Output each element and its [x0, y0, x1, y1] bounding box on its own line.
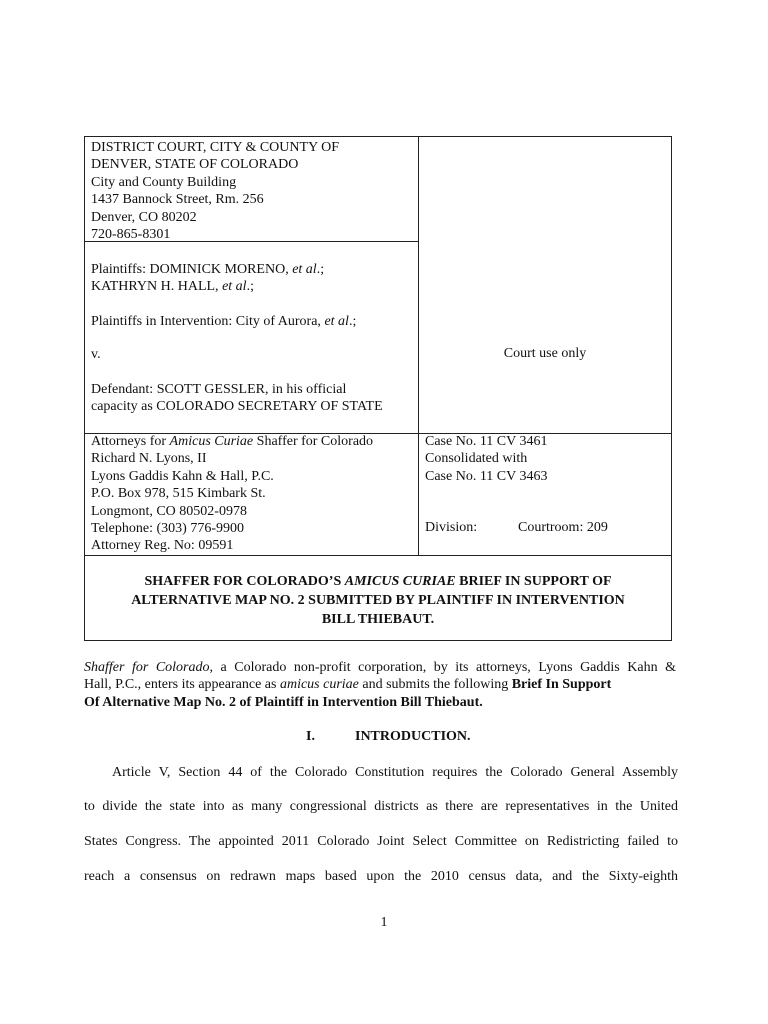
case-line: Consolidated with	[425, 451, 528, 467]
plaintiffs-line	[91, 261, 324, 278]
caption-table	[84, 136, 672, 641]
title-text: SHAFFER FOR COLORADO’S	[144, 574, 345, 589]
court-info	[91, 139, 339, 243]
attorney-line: Lyons Gaddis Kahn & Hall, P.C.	[91, 468, 274, 484]
court-line: DISTRICT COURT, CITY & COUNTY OF	[91, 140, 340, 155]
versus-text: v.	[91, 347, 101, 362]
opening-paragraph	[84, 659, 676, 711]
defendant-line: Defendant: SCOTT GESSLER, in his official	[91, 382, 347, 397]
intervention-text: Plaintiffs in Intervention: City of Aurora,	[91, 314, 325, 329]
division-label: Division:	[425, 520, 478, 535]
plaintiffs-line-2	[91, 278, 324, 295]
brief-bold: Of Alternative Map No. 2 of Plaintiff in Intervention Bill Thiebaut.	[84, 694, 483, 710]
et-al: et al	[222, 279, 247, 295]
attorney-line: Attorney Reg. No: 09591	[91, 538, 234, 554]
attorney-line: Longmont, CO 80502-0978	[91, 503, 247, 519]
opening-text: , a Colorado non-profit corporation, by its attorneys, Lyons Gaddis Kahn &	[209, 660, 676, 675]
defendant	[91, 381, 383, 416]
opening-text: and submits the following	[358, 677, 512, 693]
court-use-only: Court use only	[503, 346, 587, 361]
attorneys-for-line	[91, 433, 373, 450]
opening-text: Hall, P.C., enters its appearance as	[84, 677, 280, 693]
opening-line-2	[84, 676, 676, 693]
case-line: Case No. 11 CV 3463	[425, 468, 548, 484]
title-line-3: BILL THIEBAUT.	[321, 612, 435, 627]
title-line-1	[85, 572, 671, 591]
court-line: City and County Building	[91, 174, 237, 190]
attorney-line: Telephone: (303) 776-9900	[91, 521, 244, 537]
attorneys-text: Attorneys for	[91, 434, 170, 449]
shaffer-name: Shaffer for Colorado	[84, 660, 210, 675]
attorney-line: P.O. Box 978, 515 Kimbark St.	[91, 486, 266, 502]
body-line: Article V, Section 44 of the Colorado Constitution requires the Colorado General Assembly	[112, 765, 678, 780]
attorneys-block	[91, 433, 373, 555]
attorneys-text: Shaffer for Colorado	[253, 434, 374, 449]
amicus-curiae: Amicus Curiae	[169, 434, 254, 449]
intervention-line	[91, 313, 356, 330]
courtroom: Courtroom: 209	[518, 520, 608, 535]
punct: .;	[246, 279, 254, 295]
opening-line-1	[84, 659, 676, 676]
court-line: Denver, CO 80202	[91, 209, 197, 225]
defendant-line: capacity as COLORADO SECRETARY OF STATE	[91, 399, 383, 415]
title-line-2: ALTERNATIVE MAP NO. 2 SUBMITTED BY PLAINTIFF IN INTERVENTION	[131, 593, 625, 608]
court-line: 720-865-8301	[91, 227, 171, 243]
plaintiffs-text: Plaintiffs: DOMINICK MORENO,	[91, 262, 293, 277]
section-number: I.	[306, 729, 315, 744]
punct: .;	[348, 314, 357, 329]
body-line: reach a consensus on redrawn maps based upon the 2010 census data, and the Sixty-eighth	[84, 869, 678, 884]
plaintiffs-text: KATHRYN H. HALL,	[91, 279, 223, 295]
brief-title	[85, 572, 671, 629]
body-line: States Congress. The appointed 2011 Colorado Joint Select Committee on Redistricting failed to	[84, 834, 678, 849]
amicus-italic: amicus curiae	[279, 677, 359, 693]
attorney-line: Richard N. Lyons, II	[91, 451, 207, 467]
court-line: 1437 Bannock Street, Rm. 256	[91, 192, 264, 208]
versus	[91, 346, 101, 363]
brief-bold: Brief In Support	[511, 677, 612, 693]
court-line: DENVER, STATE OF COLORADO	[91, 157, 299, 173]
title-amicus: AMICUS CURIAE	[344, 574, 456, 589]
case-line: Case No. 11 CV 3461	[425, 434, 548, 449]
section-title: INTRODUCTION.	[355, 729, 471, 744]
opening-line-3	[84, 694, 676, 711]
punct: .;	[316, 262, 325, 277]
et-al: et al	[324, 314, 349, 329]
attorneys-divider	[85, 555, 671, 556]
intervention	[91, 313, 356, 330]
page-number: 1	[380, 915, 388, 930]
et-al: et al	[292, 262, 317, 277]
case-numbers	[425, 433, 548, 485]
parties	[91, 261, 324, 296]
body-line: to divide the state into as many congressional districts as there are representatives in the United	[84, 799, 678, 814]
title-text: BRIEF IN SUPPORT OF	[455, 574, 612, 589]
